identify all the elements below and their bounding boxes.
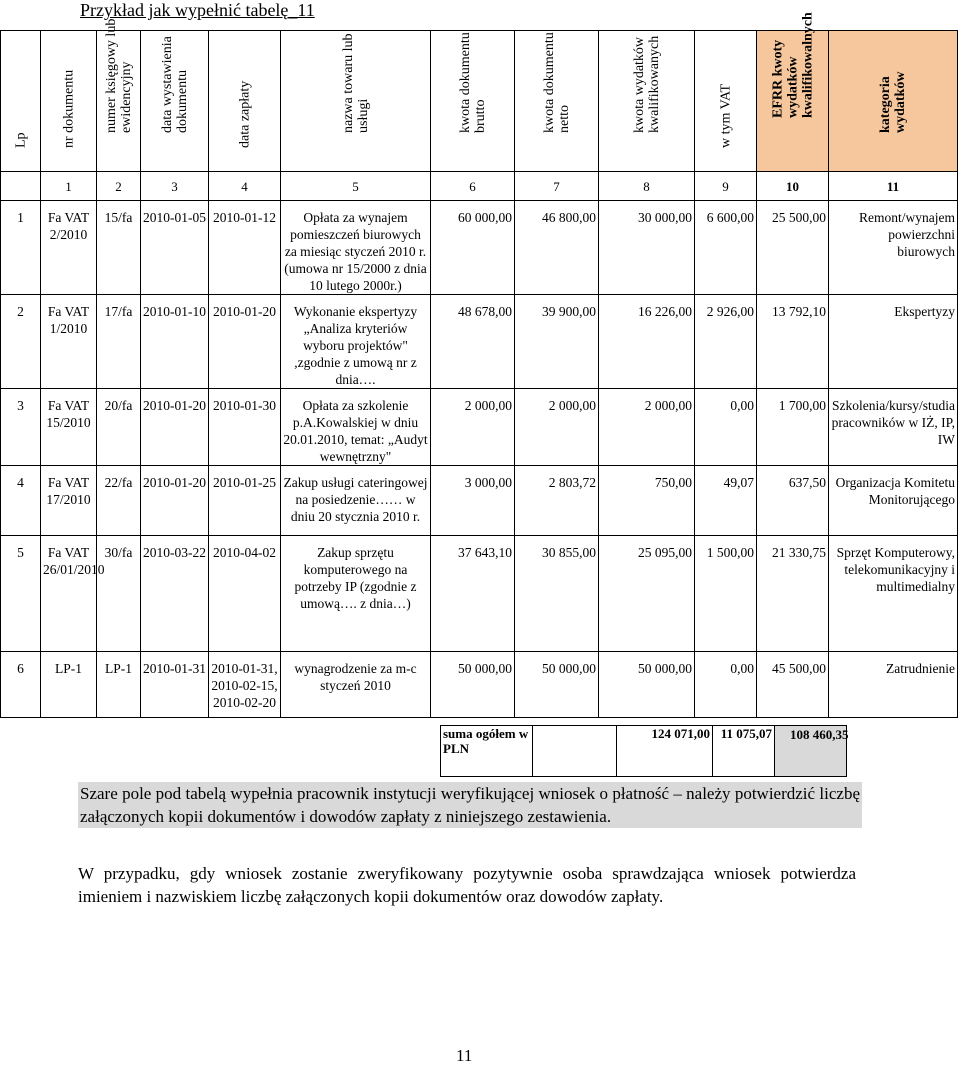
cell-kwota-kwalifikowanych: 750,00 xyxy=(599,466,695,536)
table-row xyxy=(1,466,958,536)
summary-label: suma ogółem w PLN xyxy=(441,726,533,777)
cell-lp: 2 xyxy=(1,295,41,389)
summary-efrr: 108 460,35 xyxy=(790,727,849,742)
cell-kategoria: Ekspertyzy xyxy=(829,295,958,389)
column-number: 4 xyxy=(209,172,281,201)
header-kategoria: kategoria wydatków xyxy=(829,31,958,172)
column-number: 6 xyxy=(431,172,515,201)
cell-kwota-kwalifikowanych: 25 095,00 xyxy=(599,536,695,652)
cell-efrr: 637,50 xyxy=(757,466,829,536)
column-number: 5 xyxy=(281,172,431,201)
cell-lp: 6 xyxy=(1,652,41,718)
cell-data-zaplaty: 2010-01-20 xyxy=(209,295,281,389)
note-verification: W przypadku, gdy wniosek zostanie zweryfikowany pozytywnie osoba sprawdzająca wniosek potwierdza imieniem i nazwiskiem liczbę załączonych kopii dokumentów oraz dowodów zapłaty. xyxy=(78,864,856,906)
cell-numer-ksiegowy: 17/fa xyxy=(97,295,141,389)
cell-kategoria: Zatrudnienie xyxy=(829,652,958,718)
cell-vat: 2 926,00 xyxy=(695,295,757,389)
header-vat: w tym VAT xyxy=(695,31,757,172)
cell-data-zaplaty: 2010-01-12 xyxy=(209,201,281,295)
header-data-wystawienia: data wystawienia dokumentu xyxy=(141,31,209,172)
cell-vat: 0,00 xyxy=(695,389,757,466)
column-number: 1 xyxy=(41,172,97,201)
cell-nazwa-towaru: Opłata za wynajem pomieszczeń biurowych za miesiąc styczeń 2010 r. (umowa nr 15/2000 z dnia 10 lutego 2000r.) xyxy=(281,201,431,295)
cell-data-wystawienia: 2010-03-22 xyxy=(141,536,209,652)
page-title: Przykład jak wypełnić tabelę_11 xyxy=(80,0,315,20)
cell-vat: 49,07 xyxy=(695,466,757,536)
cell-nazwa-towaru: Wykonanie ekspertyzy „Analiza kryteriów wyboru projektów" ,zgodnie z umową nr z dnia…. xyxy=(281,295,431,389)
summary-vat: 11 075,07 xyxy=(713,726,775,777)
header-kwota-brutto: kwota dokumentu brutto xyxy=(431,31,515,172)
cell-nr-dokumentu: Fa VAT 1/2010 xyxy=(41,295,97,389)
summary-blank xyxy=(533,726,617,777)
cell-nr-dokumentu: Fa VAT 17/2010 xyxy=(41,466,97,536)
header-nazwa-towaru: nazwa towaru lub usługi xyxy=(281,31,431,172)
column-number-row xyxy=(1,172,958,201)
cell-kwota-netto: 2 000,00 xyxy=(515,389,599,466)
cell-kwota-kwalifikowanych: 30 000,00 xyxy=(599,201,695,295)
cell-kwota-kwalifikowanych: 16 226,00 xyxy=(599,295,695,389)
cell-kwota-netto: 39 900,00 xyxy=(515,295,599,389)
column-number: 9 xyxy=(695,172,757,201)
cell-nazwa-towaru: wynagrodzenie za m-c styczeń 2010 xyxy=(281,652,431,718)
cell-kwota-netto: 2 803,72 xyxy=(515,466,599,536)
cell-kwota-brutto: 48 678,00 xyxy=(431,295,515,389)
header-data-zaplaty: data zapłaty xyxy=(209,31,281,172)
cell-efrr: 25 500,00 xyxy=(757,201,829,295)
table-body xyxy=(1,201,958,718)
cell-nazwa-towaru: Zakup usługi cateringowej na posiedzenie…… w dniu 20 stycznia 2010 r. xyxy=(281,466,431,536)
cell-data-zaplaty: 2010-01-25 xyxy=(209,466,281,536)
cell-data-zaplaty: 2010-04-02 xyxy=(209,536,281,652)
note-grey-field: Szare pole pod tabelą wypełnia pracownik instytucji weryfikującej wniosek o płatność – należy potwierdzić liczbę załączonych kopii dokumentów i dowodów zapłaty z niniejszego zestawienia. xyxy=(80,784,860,826)
cell-kwota-netto: 46 800,00 xyxy=(515,201,599,295)
cell-lp: 4 xyxy=(1,466,41,536)
cell-kategoria: Sprzęt Komputerowy, telekomunikacyjny i multimedialny xyxy=(829,536,958,652)
cell-data-wystawienia: 2010-01-20 xyxy=(141,389,209,466)
cell-vat: 0,00 xyxy=(695,652,757,718)
cell-kategoria: Organizacja Komitetu Monitorującego xyxy=(829,466,958,536)
table-row xyxy=(1,652,958,718)
summary-table xyxy=(440,725,847,777)
header-numer-ksiegowy: numer księgowy lub ewidencyjny xyxy=(97,31,141,172)
cell-efrr: 45 500,00 xyxy=(757,652,829,718)
column-number: 7 xyxy=(515,172,599,201)
cell-efrr: 1 700,00 xyxy=(757,389,829,466)
table-row xyxy=(1,295,958,389)
cell-kwota-brutto: 3 000,00 xyxy=(431,466,515,536)
cell-nr-dokumentu: LP-1 xyxy=(41,652,97,718)
header-kwota-netto: kwota dokumentu netto xyxy=(515,31,599,172)
header-lp: Lp xyxy=(1,31,41,172)
cell-nazwa-towaru: Zakup sprzętu komputerowego na potrzeby IP (zgodnie z umową…. z dnia…) xyxy=(281,536,431,652)
cell-numer-ksiegowy: 22/fa xyxy=(97,466,141,536)
cell-numer-ksiegowy: LP-1 xyxy=(97,652,141,718)
cell-kwota-kwalifikowanych: 50 000,00 xyxy=(599,652,695,718)
column-number: 8 xyxy=(599,172,695,201)
cell-data-zaplaty: 2010-01-30 xyxy=(209,389,281,466)
expense-table xyxy=(0,12,958,718)
cell-kwota-kwalifikowanych: 2 000,00 xyxy=(599,389,695,466)
header-kwota-kwalifikowanych: kwota wydatków kwalifikowanych xyxy=(599,31,695,172)
cell-efrr: 13 792,10 xyxy=(757,295,829,389)
page-number: 11 xyxy=(456,1046,473,1065)
cell-data-wystawienia: 2010-01-20 xyxy=(141,466,209,536)
cell-efrr: 21 330,75 xyxy=(757,536,829,652)
cell-nr-dokumentu: Fa VAT 15/2010 xyxy=(41,389,97,466)
cell-lp: 5 xyxy=(1,536,41,652)
header-efrr: EFRR kwoty wydatków kwalifikowalnych xyxy=(757,31,829,172)
column-number: 2 xyxy=(97,172,141,201)
cell-numer-ksiegowy: 20/fa xyxy=(97,389,141,466)
cell-data-wystawienia: 2010-01-31 xyxy=(141,652,209,718)
cell-kwota-brutto: 60 000,00 xyxy=(431,201,515,295)
summary-kwalifikowane: 124 071,00 xyxy=(617,726,713,777)
cell-lp: 1 xyxy=(1,201,41,295)
cell-kwota-brutto: 2 000,00 xyxy=(431,389,515,466)
cell-kategoria: Szkolenia/kursy/studia pracowników w IŻ, IP, IW xyxy=(829,389,958,466)
cell-numer-ksiegowy: 30/fa xyxy=(97,536,141,652)
cell-vat: 1 500,00 xyxy=(695,536,757,652)
cell-data-wystawienia: 2010-01-10 xyxy=(141,295,209,389)
header-nr-dokumentu: nr dokumentu xyxy=(41,31,97,172)
cell-kategoria: Remont/wynajem powierzchni biurowych xyxy=(829,201,958,295)
table-row xyxy=(1,536,958,652)
cell-data-wystawienia: 2010-01-05 xyxy=(141,201,209,295)
header-row xyxy=(1,31,958,172)
cell-nr-dokumentu: Fa VAT 26/01/2010 xyxy=(41,536,97,652)
table-row xyxy=(1,389,958,466)
cell-data-zaplaty: 2010-01-31, 2010-02-15, 2010-02-20 xyxy=(209,652,281,718)
cell-kwota-netto: 30 855,00 xyxy=(515,536,599,652)
cell-kwota-brutto: 37 643,10 xyxy=(431,536,515,652)
cell-vat: 6 600,00 xyxy=(695,201,757,295)
column-number: 10 xyxy=(757,172,829,201)
cell-numer-ksiegowy: 15/fa xyxy=(97,201,141,295)
table-row xyxy=(1,201,958,295)
column-number-blank xyxy=(1,172,41,201)
summary-row xyxy=(441,726,847,777)
cell-kwota-netto: 50 000,00 xyxy=(515,652,599,718)
column-number: 11 xyxy=(829,172,958,201)
cell-lp: 3 xyxy=(1,389,41,466)
cell-nazwa-towaru: Opłata za szkolenie p.A.Kowalskiej w dniu 20.01.2010, temat: „Audyt wewnętrzny" xyxy=(281,389,431,466)
cell-kwota-brutto: 50 000,00 xyxy=(431,652,515,718)
column-number: 3 xyxy=(141,172,209,201)
cell-nr-dokumentu: Fa VAT 2/2010 xyxy=(41,201,97,295)
